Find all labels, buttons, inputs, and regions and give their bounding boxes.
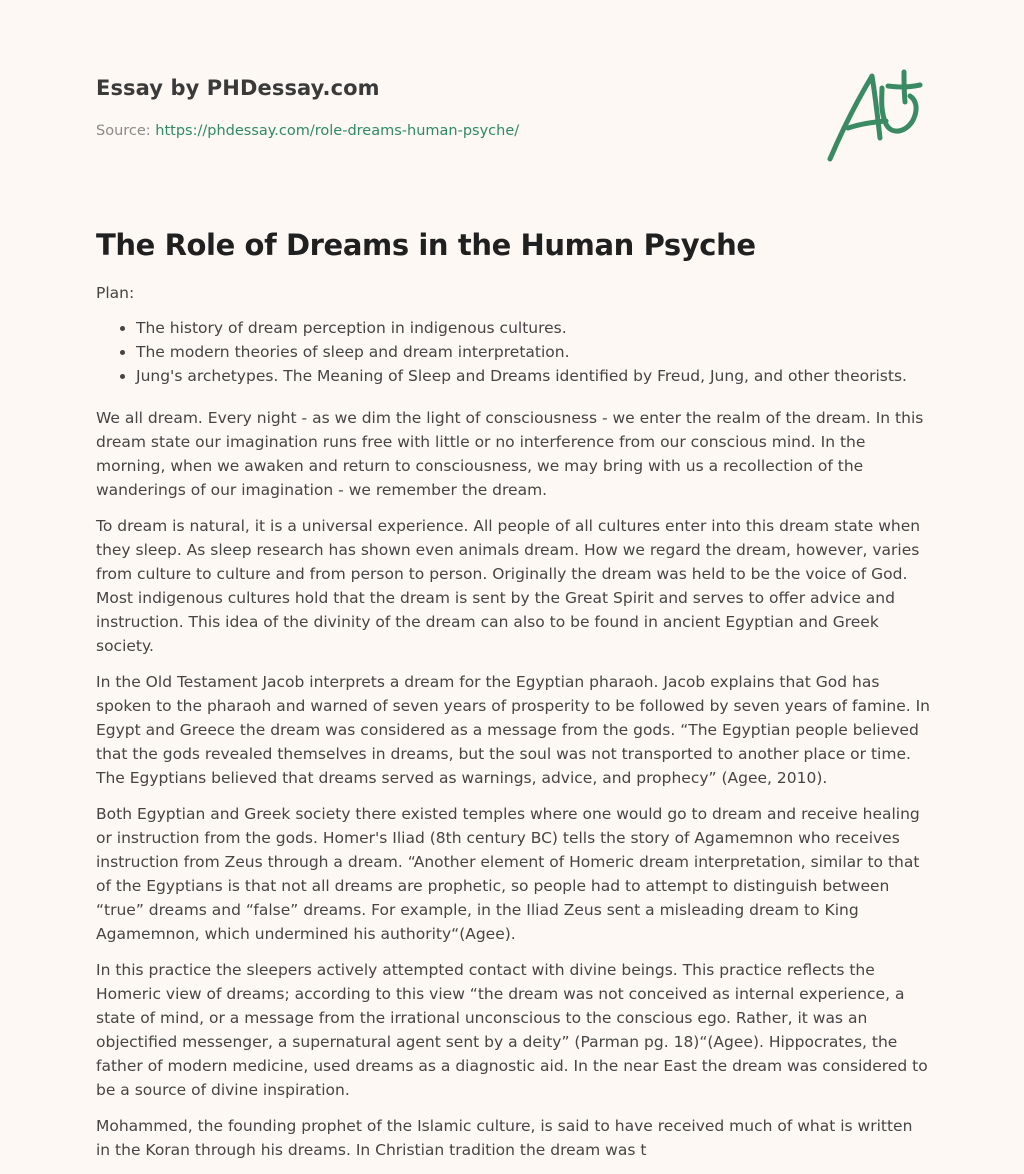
source-label: Source: — [96, 123, 156, 139]
plan-item: • Jung's archetypes. The Meaning of Sleep and Dreams identified by Freud, Jung, and other theorists. — [136, 364, 930, 388]
source-line — [96, 123, 519, 139]
site-brand: Essay by PHDessay.com — [96, 76, 380, 100]
plan-item: • The history of dream perception in indigenous cultures. — [136, 316, 930, 340]
essay-paragraph: To dream is natural, it is a universal experience. All people of all cultures enter into this dream state when they sleep. As sleep research has shown even animals dream. How we regard the dream, however, varies from culture to culture and from person to person. Originally the dream was held to be the voice of God. Most indigenous cultures hold that the dream is sent by the Great Spirit and serves to offer advice and instruction. This idea of the divinity of the dream can also to be found in ancient Egyptian and Greek society. — [96, 517, 921, 655]
plan-list — [96, 316, 930, 388]
essay-paragraph: In the Old Testament Jacob interprets a dream for the Egyptian pharaoh. Jacob explains that God has spoken to the pharaoh and warned of seven years of prosperity to be followed by seven years of famine. In Egypt and Greece the dream was considered as a message from the gods. “The Egyptian people believed that the gods revealed themselves in dreams, but the soul was not transported to another place or time. The Egyptians believed that dreams served as warnings, advice, and prophecy” (Agee, 2010). — [96, 673, 930, 787]
essay-paragraph: We all dream. Every night - as we dim the light of consciousness - we enter the realm of the dream. In this dream state our imagination runs free with little or no interference from our conscious mind. In the morning, when we awaken and return to consciousness, we may bring with us a recollection of the wanderings of our imagination - we remember the dream. — [96, 409, 924, 499]
source-link[interactable]: https://phdessay.com/role-dreams-human-psyche/ — [155, 123, 520, 139]
essay-paragraph: Both Egyptian and Greek society there existed temples where one would go to dream and receive healing or instruction from the gods. Homer's Iliad (8th century BC) tells the story of Agamemnon who receives instruction from Zeus through a dream. “Another element of Homeric dream interpretation, similar to that of the Egyptians is that not all dreams are prophetic, so people had to attempt to distinguish between “true” dreams and “false” dreams. For example, in the Iliad Zeus sent a misleading dream to King Agamemnon, which undermined his authority“(Agee). — [96, 805, 920, 943]
essay-paragraph: In this practice the sleepers actively attempted contact with divine beings. This practice reflects the Homeric view of dreams; according to this view “the dream was not conceived as internal experience, a state of mind, or a message from the irrational unconscious to the conscious ego. Rather, it was an objectified messenger, a supernatural agent sent by a deity” (Parman pg. 18)“(Agee). Hippocrates, the father of modern medicine, used dreams as a diagnostic aid. In the near East the dream was considered to be a source of divine inspiration. — [96, 961, 928, 1099]
essay-paragraph: Mohammed, the founding prophet of the Islamic culture, is said to have received much of what is written in the Koran through his dreams. In Christian tradition the dream was t — [96, 1117, 913, 1159]
page-header — [96, 76, 936, 139]
plan-item: • The modern theories of sleep and dream interpretation. — [136, 340, 930, 364]
plan-label: Plan: — [96, 284, 135, 302]
essay-title: The Role of Dreams in the Human Psyche — [96, 228, 756, 262]
essay-content — [96, 226, 930, 1174]
a-plus-icon — [822, 66, 928, 166]
